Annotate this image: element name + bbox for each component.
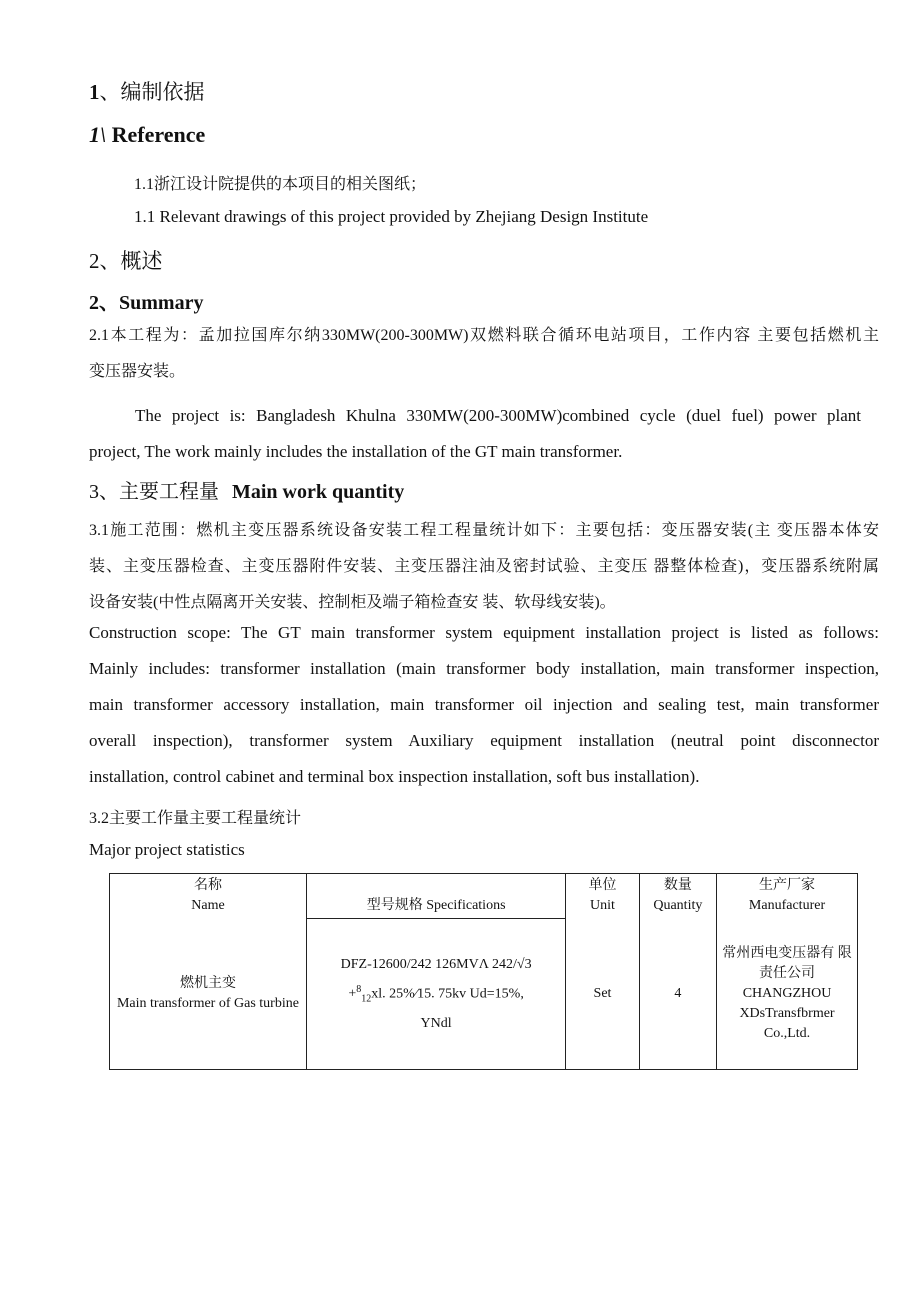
cell-spec — [306, 919, 565, 1070]
header-text: 生产厂家 — [759, 878, 816, 894]
section2-heading-en: 2、Summary — [89, 292, 204, 314]
cell-text: YNdl — [420, 1016, 452, 1032]
paragraph-line: 设备安装(中性点隔离开关安装、控制柜及端子箱检查安 装、软母线安装)。 — [89, 594, 616, 611]
header-text: Manufacturer — [748, 898, 826, 914]
stats-heading-cn: 3.2主要工作量主要工程量统计 — [89, 810, 302, 827]
cell-name — [110, 919, 307, 1070]
reference-item-cn: 1.1浙江设计院提供的本项目的相关图纸； — [134, 176, 427, 193]
header-text: 型号规格 Specifications — [366, 898, 506, 913]
summary-paragraph-en — [89, 398, 861, 470]
cell-text: DFZ-12600/242 126MVΛ 242/√3 — [340, 956, 532, 972]
cell-text: Set — [593, 985, 612, 1001]
paragraph-line: installation, control cabinet and terminal box inspection installation, soft bus installation). — [89, 767, 700, 786]
header-text: Unit — [590, 898, 615, 914]
stats-heading-en: Major project statistics — [89, 840, 245, 859]
cell-subscript: 12 — [361, 993, 372, 1005]
header-text: 名称 — [193, 878, 222, 894]
cell-quantity — [639, 919, 716, 1070]
paragraph-line: overall inspection), transformer system Auxiliary equipment installation (neutral point disconnector — [89, 731, 879, 750]
paragraph-line: 变压器安装。 — [89, 363, 186, 380]
paragraph-line: 装、主变压器检查、主变压器附件安装、主变压器注油及密封试验、主变压 器整体检查)，变压器系统附属 — [89, 558, 879, 575]
header-spec — [306, 874, 565, 919]
paragraph-line: main transformer accessory installation, main transformer oil injection and sealing test, main transformer — [89, 695, 879, 714]
header-quantity — [639, 874, 716, 919]
cell-text: 燃机主变 — [179, 975, 236, 991]
cell-text-part: xl. 25%⁄15. 75kv Ud=15%, — [371, 986, 524, 1002]
scope-paragraph-cn — [89, 513, 879, 621]
table-row — [110, 919, 858, 1070]
header-manufacturer — [717, 874, 858, 919]
cell-manufacturer — [717, 919, 858, 1070]
paragraph-line: 2.1本工程为：孟加拉国库尔纳330MW(200-300MW)双燃料联合循环电站项目，工作内容 主要包括燃机主 — [89, 327, 879, 344]
paragraph-line: The project is: Bangladesh Khulna 330MW(200-300MW)combined cycle (duel fuel) power plant — [135, 406, 861, 425]
cell-text: 责任公司 — [759, 965, 816, 981]
section-title: Reference — [111, 122, 206, 147]
cell-text: 常州西电变压器有 限 — [722, 945, 852, 961]
section1-heading-en — [89, 122, 205, 148]
cell-unit — [566, 919, 639, 1070]
cell-text: XDsTransfbrmer — [739, 1005, 835, 1021]
cell-text: Main transformer of Gas turbine — [116, 995, 299, 1011]
section2-heading-cn: 2、概述 — [89, 249, 163, 273]
section-title: 、编制依据 — [99, 80, 205, 104]
paragraph-line: Construction scope: The GT main transformer system equipment installation project is listed as follows: — [89, 623, 879, 642]
reference-item-en: 1.1 Relevant drawings of this project provided by Zhejiang Design Institute — [134, 207, 649, 226]
section3-heading — [89, 475, 404, 504]
section-title-cn: 3、主要工程量 — [89, 481, 219, 503]
section-title-en: Main work quantity — [232, 481, 405, 503]
quantity-table — [109, 873, 858, 1070]
table-header-row — [110, 874, 858, 919]
cell-text: CHANGZHOU — [742, 985, 832, 1001]
cell-superscript: 8 — [356, 983, 362, 995]
header-name — [110, 874, 307, 919]
paragraph-line: Mainly includes: transformer installation (main transformer body installation, main transformer inspection, — [89, 659, 879, 678]
cell-text: 4 — [674, 985, 682, 1001]
header-unit — [566, 874, 639, 919]
paragraph-line: 3.1施工范围：燃机主变压器系统设备安装工程工程量统计如下：主要包括：变压器安装(主 变压器本体安 — [89, 522, 879, 539]
cell-text: Co.,Ltd. — [763, 1025, 811, 1041]
cell-text-part: + — [348, 986, 357, 1002]
summary-paragraph-cn — [89, 318, 879, 390]
header-text: Quantity — [653, 898, 703, 914]
scope-paragraph-en — [89, 615, 879, 795]
paragraph-line: project, The work mainly includes the installation of the GT main transformer. — [89, 442, 623, 461]
header-text: Name — [191, 898, 225, 914]
header-text: 数量 — [663, 878, 692, 894]
section-number: 1\ — [89, 122, 107, 147]
section1-heading-cn — [89, 76, 205, 106]
header-text: 单位 — [588, 878, 617, 894]
cell-text — [309, 977, 563, 1011]
section-number: 1 — [89, 80, 100, 104]
